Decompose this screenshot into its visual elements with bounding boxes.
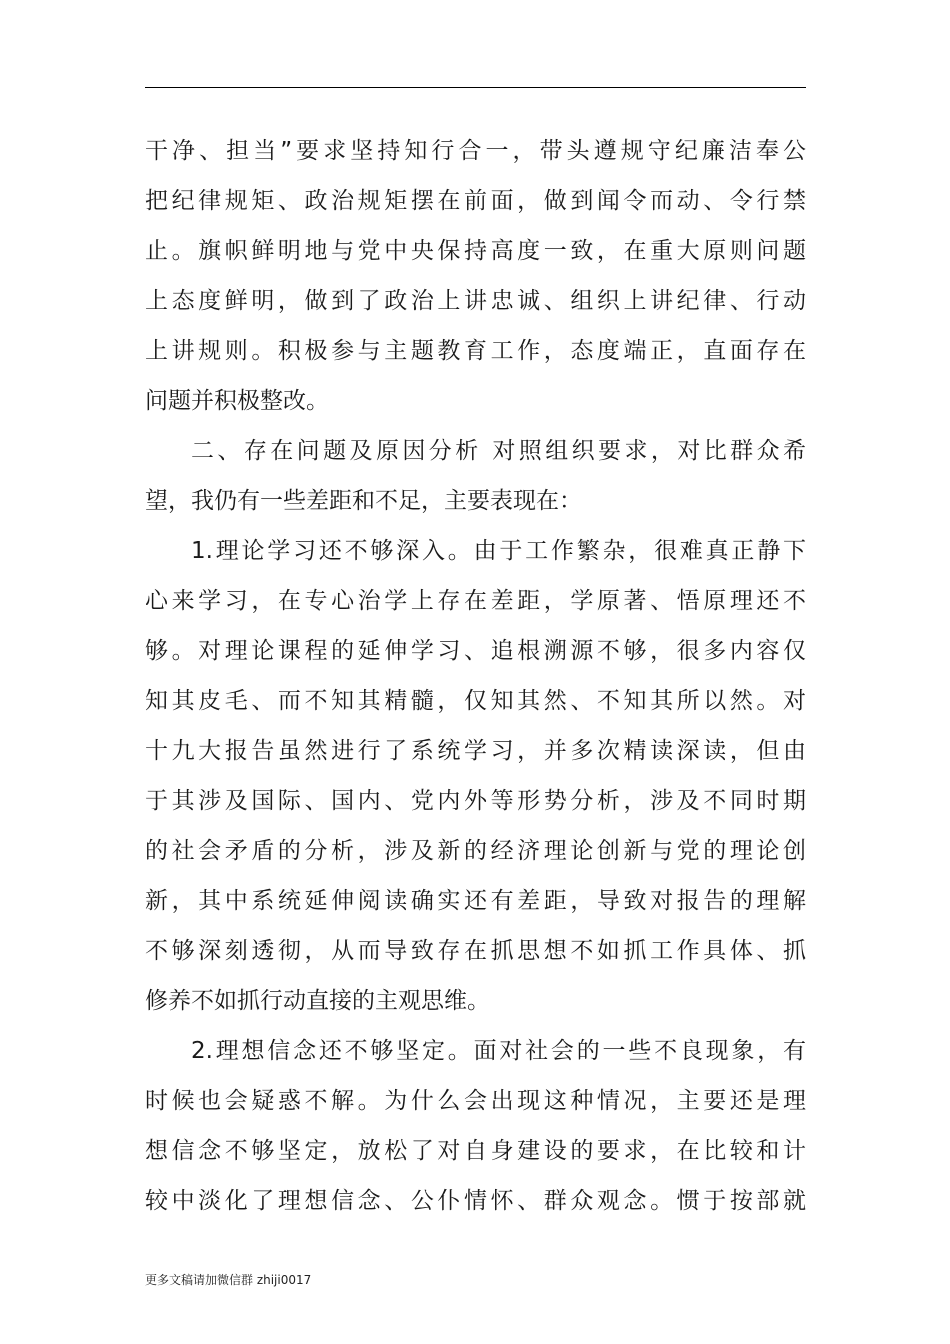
text-line: 的社会矛盾的分析，涉及新的经济理论创新与党的理论创 bbox=[145, 838, 806, 864]
paragraph-first-line: 1.理论学习还不够深入。由于工作繁杂，很难真正静下 bbox=[191, 538, 806, 564]
text-line: 不够深刻透彻，从而导致存在抓思想不如抓工作具体、抓 bbox=[145, 938, 806, 964]
text-line: 心来学习，在专心治学上存在差距，学原著、悟原理还不 bbox=[145, 588, 806, 614]
text-line: 干净、担当”要求坚持知行合一，带头遵规守纪廉洁奉公 bbox=[145, 138, 806, 164]
section-heading-line: 二、存在问题及原因分析 对照组织要求，对比群众希 bbox=[191, 438, 806, 464]
header-rule bbox=[145, 87, 806, 88]
text-line: 知其皮毛、而不知其精髓，仅知其然、不知其所以然。对 bbox=[145, 688, 806, 714]
text-line: 问题并积极整改。 bbox=[145, 388, 329, 414]
text-line: 止。旗帜鲜明地与党中央保持高度一致，在重大原则问题 bbox=[145, 238, 806, 264]
text-line: 上讲规则。积极参与主题教育工作，态度端正，直面存在 bbox=[145, 338, 806, 364]
text-line: 于其涉及国际、国内、党内外等形势分析，涉及不同时期 bbox=[145, 788, 806, 814]
text-line: 把纪律规矩、政治规矩摆在前面，做到闻令而动、令行禁 bbox=[145, 188, 806, 214]
text-line: 十九大报告虽然进行了系统学习，并多次精读深读，但由 bbox=[145, 738, 806, 764]
text-line: 新，其中系统延伸阅读确实还有差距，导致对报告的理解 bbox=[145, 888, 806, 914]
text-line: 修养不如抓行动直接的主观思维。 bbox=[145, 988, 490, 1014]
text-line: 望，我仍有一些差距和不足，主要表现在： bbox=[145, 488, 582, 514]
text-line: 想信念不够坚定，放松了对自身建设的要求，在比较和计 bbox=[145, 1138, 806, 1164]
text-line: 够。对理论课程的延伸学习、追根溯源不够，很多内容仅 bbox=[145, 638, 806, 664]
document-body bbox=[145, 126, 806, 1226]
text-line: 较中淡化了理想信念、公仆情怀、群众观念。惯于按部就 bbox=[145, 1188, 806, 1214]
paragraph-first-line: 2.理想信念还不够坚定。面对社会的一些不良现象，有 bbox=[191, 1038, 806, 1064]
text-line: 时候也会疑惑不解。为什么会出现这种情况，主要还是理 bbox=[145, 1088, 806, 1114]
footer-note: 更多文稿请加微信群 zhiji0017 bbox=[145, 1273, 312, 1287]
text-line: 上态度鲜明，做到了政治上讲忠诚、组织上讲纪律、行动 bbox=[145, 288, 806, 314]
